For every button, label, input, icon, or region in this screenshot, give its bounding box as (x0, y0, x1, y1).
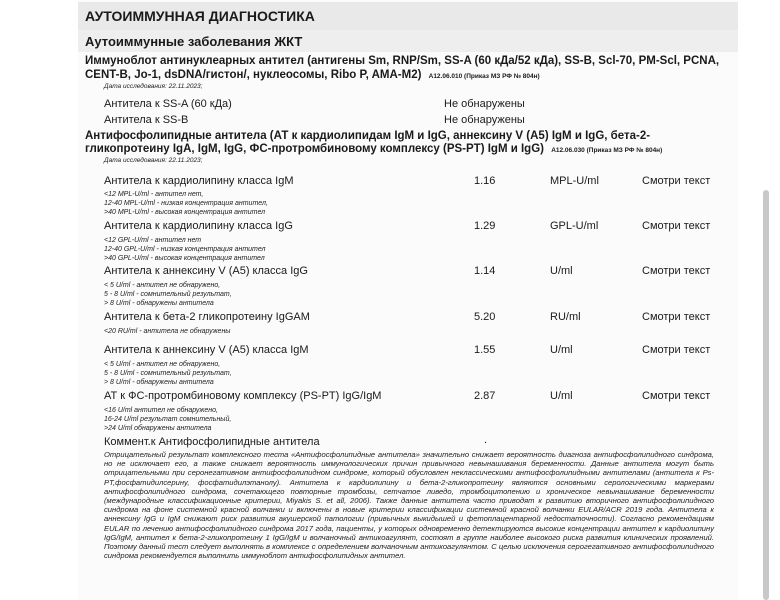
aph-row-unit: GPL-U/ml (550, 220, 599, 232)
vertical-scrollbar[interactable] (763, 190, 769, 600)
aph-row-ref: <20 RU/ml - антитела не обнаружены (104, 328, 231, 335)
aph-row-value: 5.20 (474, 311, 496, 323)
result-name-ssb: Антитела к SS-B (104, 114, 189, 126)
aph-row-value: 1.29 (474, 220, 496, 232)
aph-row-norm: Смотри текст (642, 311, 711, 323)
aph-title-text: гликопротеину IgA, IgM, IgG, ФС-протромбиновому комплексу (PS-PT) IgM и IgG) (85, 143, 544, 155)
aph-row-name: Антитела к кардиолипину класса IgG (104, 220, 293, 232)
aph-row-ref: < 5 U/ml - антител не обнаружено, 5 - 8 U/ml - сомнительный результат, > 8 U/ml - обнаружены антитела (104, 282, 232, 307)
aph-row-name: Антитела к бета-2 гликопротеину IgGAM (104, 311, 310, 323)
aph-row-ref: < 5 U/ml - антител не обнаружено, 5 - 8 U/ml - сомнительный результат, > 8 U/ml - обнаружены антитела (104, 361, 232, 386)
aph-row-name: Антитела к аннексину V (А5) класса IgM (104, 344, 309, 356)
section-heading: АУТОИММУННАЯ ДИАГНОСТИКА (85, 8, 315, 24)
left-margin (0, 0, 58, 600)
subsection-heading: Аутоиммунные заболевания ЖКТ (85, 34, 303, 49)
aph-row-value: 1.14 (474, 265, 496, 277)
aph-row-norm: Смотри текст (642, 390, 711, 402)
result-name-ssa: Антитела к SS-A (60 кДа) (104, 98, 232, 110)
aph-row-value: 2.87 (474, 390, 496, 402)
aph-date: Дата исследования: 22.11.2023; (104, 157, 203, 164)
aph-row-ref: <16 U/ml антител не обнаружено, 16-24 U/ml результат сомнительный, >24 U/ml обнаружены антитела (104, 407, 232, 432)
right-margin (740, 0, 780, 600)
aph-row-norm: Смотри текст (642, 220, 711, 232)
immunoblot-code: A12.06.010 (Приказ МЗ РФ № 804н) (428, 73, 540, 80)
immunoblot-title-line2 (85, 69, 540, 83)
aph-row-unit: MPL-U/ml (550, 175, 599, 187)
aph-row-value: 1.55 (474, 344, 496, 356)
aph-row-ref: <12 GPL-U/ml - антител нет 12-40 GPL-U/ml - низкая концентрация антител >40 GPL-U/ml - высокая концентрация антител (104, 237, 266, 262)
aph-row-ref: <12 MPL-U/ml - антител нет, 12-40 MPL-U/ml - низкая концентрация антител, >40 MPL-U/ml - высокая концентрация антител (104, 191, 268, 216)
result-value-ssa: Не обнаружены (444, 98, 525, 110)
aph-row-norm: Смотри текст (642, 265, 711, 277)
comment-paragraph: Отрицательный результат комплексного теста «Антифосфолипидные антитела» значительно снижает вероятность диагноза антифосфолипидного синдрома, но не исключает его, а также снижает вероятность иммунологических причин привычного невынашивания беременности. Данные антитела могут быть отрицательными при серонегативном антифосфолипидном синдроме, который обусловлен неклассическими антифосфолипидными антителами (антитела к Ps-PT,фосфатидилсерину, фосфатидилэтанолу). Антитела к кардиолипину и бета-2-гликопротеину являются основными серологическими маркерами антифосфолипидного синдрома, сочетающего повторные тромбозы, сетчатое ливедо, тромбоцитопению и хроническое невынашивание беременности (международные классификационные критерии, Miyakis S. et all, 2006). Также данные антитела часто приводят к развитию вторичного антифосфолипидного синдрома на фоне системной красной волчанки и включены в новые критерии классификации системной красной волчанки EULAR/ACR 2019 года. Антитела к аннексину IgG и IgM снижают риск развития акушерской патологии (привычных выкидышей и фетоплацентарной недостаточности). Согласно рекомендациям EULAR по лечению антифосфолипидного синдрома 2017 года, пациенты, у которых одновременно детектируются высокие концентрации антител к кардиолипину IgG/IgM, антител к бета-2-гликопротеину 1 IgG/IgM и волчаночный антикоагулянт, состоят в группе наиболее высокого риска развития клинических проявлений. Поэтому данный тест следует выполнять в комплексе с определением волчаночным антикоагулянтом. С целью исключения серогегативного антифосфолипидного синдрома рекомендуется выполнить иммуноблот антифосфолипидных антител. (104, 450, 714, 561)
aph-row-norm: Смотри текст (642, 344, 711, 356)
aph-title-line2 (85, 143, 662, 157)
aph-row-unit: U/ml (550, 265, 573, 277)
immunoblot-date: Дата исследования: 22.11.2023; (104, 83, 203, 90)
comment-value: . (484, 434, 488, 446)
aph-row-norm: Смотри текст (642, 175, 711, 187)
aph-row-name: АТ к ФС-протромбиновому комплексу (PS-PT) IgG/IgM (104, 390, 382, 402)
aph-row-unit: RU/ml (550, 311, 581, 323)
aph-row-name: Антитела к аннексину V (А5) класса IgG (104, 265, 308, 277)
aph-title-line1: Антифосфолипидные антитела (АТ к кардиолипидам IgM и IgG, аннексину V (А5) IgM и IgG, бета-2- (85, 130, 651, 142)
aph-row-unit: U/ml (550, 390, 573, 402)
immunoblot-title-text: CENT-B, Jo-1, dsDNA/гистон/, нуклеосомы, Ribo P, AMA-M2) (85, 69, 422, 81)
aph-row-value: 1.16 (474, 175, 496, 187)
aph-row-name: Антитела к кардиолипину класса IgM (104, 175, 294, 187)
aph-row-unit: U/ml (550, 344, 573, 356)
result-value-ssb: Не обнаружены (444, 114, 525, 126)
aph-code: A12.06.030 (Приказ МЗ РФ № 804н) (551, 147, 663, 154)
comment-label: Коммент.к Антифосфолипидные антитела (104, 436, 320, 448)
immunoblot-title-line1: Иммуноблот антинуклеарных антител (антигены Sm, RNP/Sm, SS-A (60 кДа/52 кДа), SS-B, Scl-70, PM-Scl, PCNA, (85, 55, 720, 67)
